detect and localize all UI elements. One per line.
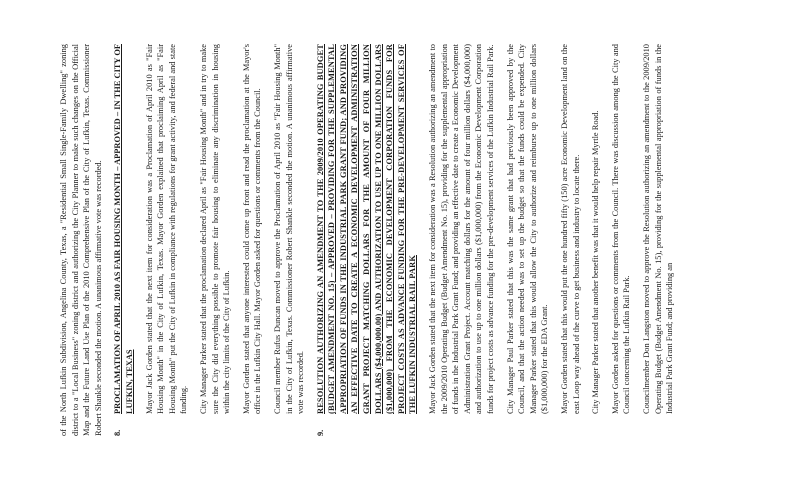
agenda-item-9 [315, 44, 419, 436]
item-number: 9. [315, 429, 325, 436]
item-heading: RESOLUTION AUTHORIZING AN AMENDMENT TO THE 2009/2010 OPERATING BUDGET (BUDGET AMENDMENT NO. 15) – APPROVED – PROVIDING FOR THE SUPPLEMENTAL APPROPRIATION OF FUNDS IN THE INDUSTRIAL PARK GRANT FUND; AND PROVIDING AN EFFECTIVE DATE TO CREATE A ECONOMIC DEVELOPMENT ADMINISTRATION GRANT PROJECT MATCHING DOLLARS FOR THE AMOUNT OF FOUR MILLION DOLLARS ($4,000,000.00) AND AUTHORIZATION TO USE UP TO ONE MILLION DOLLARS ($1,000,000) FROM THE ECONOMIC DEVELOPMENT CORPORATION FUNDS FOR PROJECT COSTS AS ADVANCE FUNDING FOR THE PRE-DEVELOPMENT SERVICES OF THE LUFKIN INDUSTRIAL RAIL PARK [315, 44, 418, 414]
item-heading: PROCLAMATION OF APRIL 2010 AS FAIR HOUSING MONTH – APPROVED – IN THE CITY OF LUFKIN, TEXAS [113, 44, 134, 414]
item8-paragraph: City Manager Parker stated that the proclamation declared April as "Fair Housing Month" and in try to make sure the City did everything possible to promote fair housing to eliminate any discrimination in housing within the city limits of the City of Lufkin. [198, 44, 232, 414]
item-number: 8. [113, 429, 123, 436]
item8-paragraph: Council member Rufus Duncan moved to approve the Proclamation of April 2010 as "Fair Housing Month" in the City of Lufkin, Texas. Commissioner Robert Shankle seconded the motion. A unanimous affirmative vote was recorded. [272, 44, 306, 414]
item9-paragraph: Mayor Gorden asked for questions or comments from the Council. There was discussion among the City and Council concerning the Lufkin Rail Park. [610, 44, 632, 414]
minutes-body [58, 44, 684, 436]
item9-paragraph: Mayor Gorden stated that this would put the one hundred fifty (150) acre Economic Development land on the east Loop way ahead of the curve to get business and industry to locate there. [559, 44, 581, 414]
item9-paragraph: City Manager Parker stated that another benefit was that it would help repair Myrtle Road. [591, 110, 601, 414]
item9-paragraph: Councilmember Don Langston moved to approve the Resolution authorizing an amendment to the 2009/2010 Operating Budget (Budget Amendment No. 15), providing for the supplemental appropriation of funds in the Industrial Park Grant Fund; and providing an [641, 44, 675, 414]
intro-paragraph: of the North Lufkin Subdivision, Angelina County, Texas, a "Residential Small Single-Family Dwelling" zoning district to a "Local Business" zoning district and authorizing the City Planner to make such changes on the Official Map and the Future Land Use Plan of the 2010 Comprehensive Plan of the City of Lufkin, Texas. Commissioner Robert Shankle seconded the motion. A unanimous affirmative vote was recorded. [59, 44, 103, 436]
item9-paragraph: Mayor Jack Gorden stated that the next item for consideration was a Resolution authorizing an amendment to the 2009/2010 Operating Budget (Budget Amendment No. 15), providing for the supplemental appropriation of funds in the Industrial Park Grant Fund; and providing an effective date to create a Economic Development Administration Grant Project. Account matching dollars for the amount of four million dollars ($4,000,000) and authorization to use up to one million dollars ($1,000,000) from the Economic Development Corporation funds for project costs as advance funding for the pre-development services of the Lufkin Industrial Rail Park. [428, 44, 495, 414]
item9-paragraph: City Manager Paul Parker stated that this was the same grant that had previously been approved by the Council, and that the action needed was to set up the budget so that the funds could be expended. City Manager Parker stated that this would allow the City to authorize and reimburse up to one million dollars ($1,000,000) for the EDA Grant. [505, 44, 550, 414]
item8-paragraph: Mayor Gorden stated that anyone interested could come up front and read the proclamation at the Mayor's office in the Lufkin City Hall. Mayor Gorden asked for questions or comments from the Council. [241, 44, 263, 414]
agenda-item-8 [112, 44, 135, 436]
item8-paragraph: Mayor Jack Gorden stated that the next item for consideration was a Proclamation of April 2010 as "Fair Housing Month" in the City of Lufkin, Texas. Mayor Gorden explained that proclaiming April as "Fair Housing Month" put the City of Lufkin in compliance with regulations for grant activity, and federal and state funding. [144, 44, 189, 414]
